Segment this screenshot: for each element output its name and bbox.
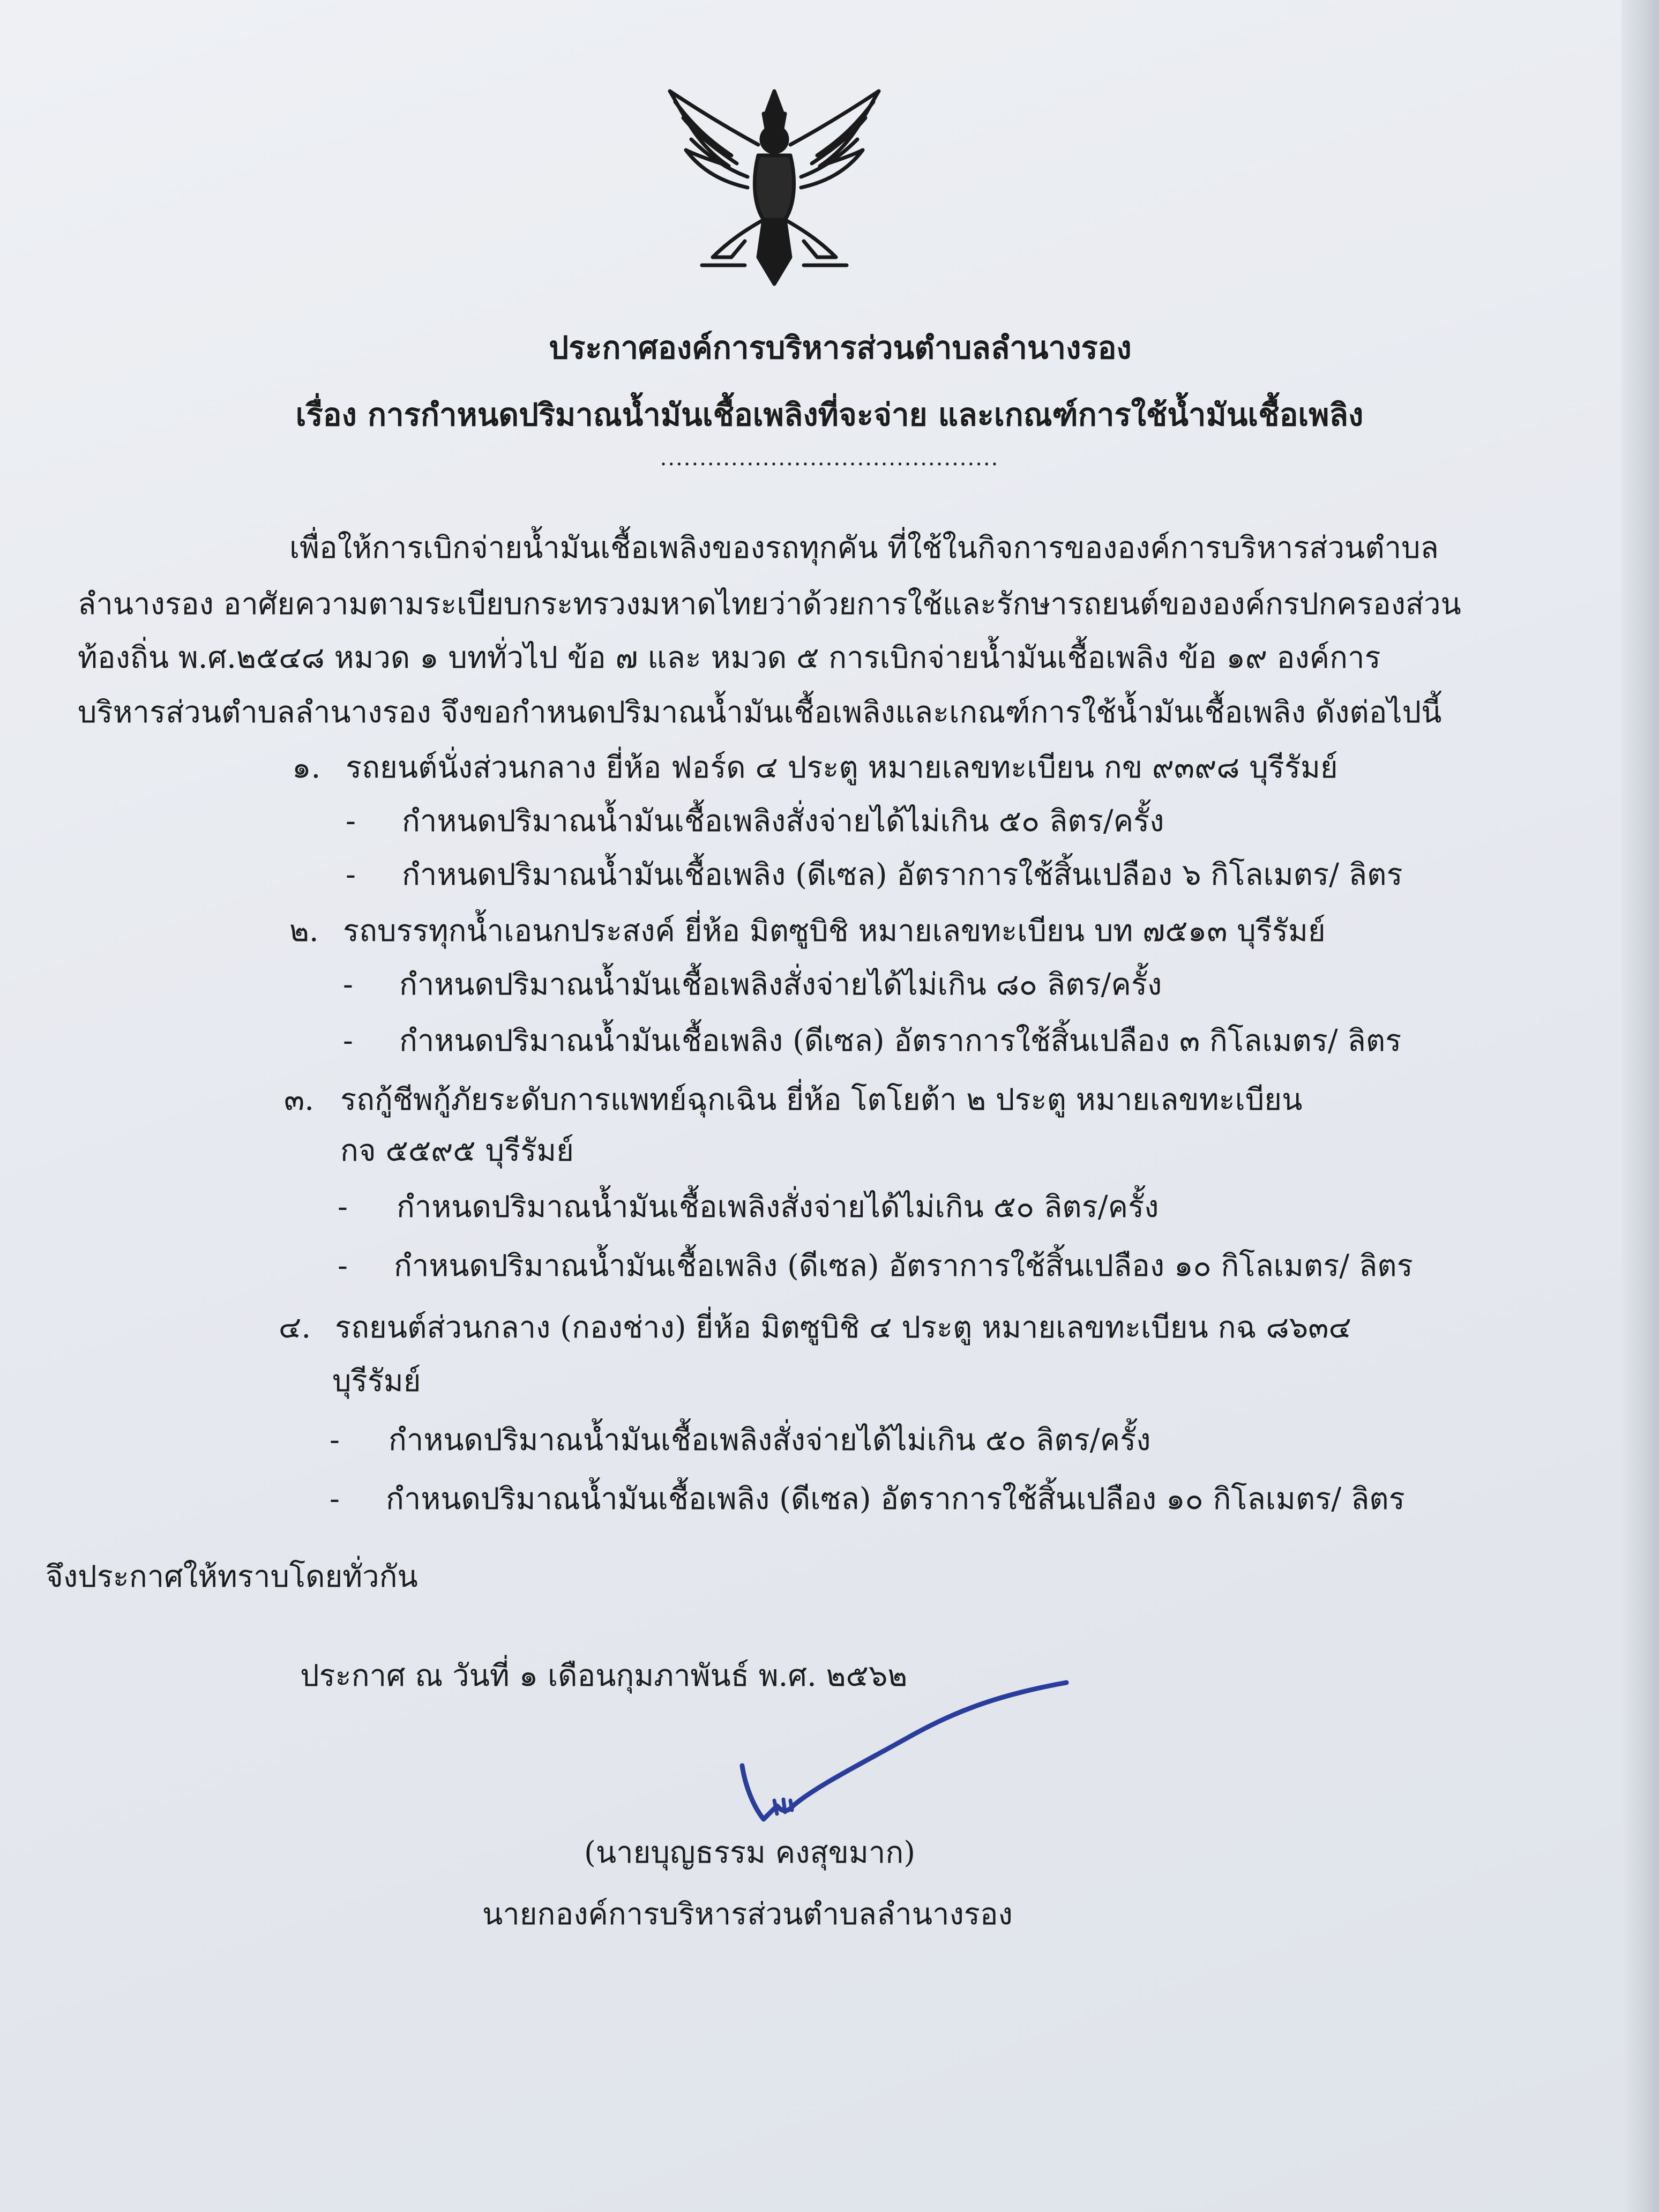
bullet-mark: - — [330, 1482, 340, 1516]
bullet-mark: - — [338, 1249, 348, 1283]
item-bullet: กำหนดปริมาณน้ำมันเชื้อเพลิงสั่งจ่ายได้ไม่เกิน ๕๐ ลิตร/ครั้ง — [397, 1190, 1159, 1224]
item-number: ๓. — [284, 1082, 315, 1117]
item-vehicle-cont: กจ ๕๕๙๕ บุรีรัมย์ — [340, 1133, 574, 1168]
bullet-mark: - — [346, 804, 356, 839]
item-bullet: กำหนดปริมาณน้ำมันเชื้อเพลิงสั่งจ่ายได้ไม่เกิน ๘๐ ลิตร/ครั้ง — [399, 967, 1162, 1002]
announcement-title: ประกาศองค์การบริหารส่วนตำบลลำนางรอง — [549, 330, 1132, 366]
item-vehicle: รถบรรทุกน้ำเอนกประสงค์ ยี่ห้อ มิตซูบิชิ หมายเลขทะเบียน บท ๗๕๑๓ บุรีรัมย์ — [343, 914, 1326, 948]
intro-line: ท้องถิ่น พ.ศ.๒๕๔๘ หมวด ๑ บททั่วไป ข้อ ๗ และ หมวด ๕ การเบิกจ่ายน้ำมันเชื้อเพลิง ข้อ ๑๙ องค์การ — [78, 640, 1381, 675]
item-number: ๔. — [279, 1310, 311, 1345]
bullet-mark: - — [330, 1423, 340, 1458]
item-vehicle: รถยนต์นั่งส่วนกลาง ยี่ห้อ ฟอร์ด ๔ ประตู หมายเลขทะเบียน กข ๙๓๙๘ บุรีรัมย์ — [346, 750, 1338, 785]
bullet-mark: - — [343, 1023, 353, 1058]
item-bullet: กำหนดปริมาณน้ำมันเชื้อเพลิงสั่งจ่ายได้ไม่เกิน ๕๐ ลิตร/ครั้ง — [388, 1423, 1151, 1458]
item-vehicle: รถกู้ชีพกู้ภัยระดับการแพทย์ฉุกเฉิน ยี่ห้อ โตโยต้า ๒ ประตู หมายเลขทะเบียน — [340, 1082, 1303, 1117]
garuda-emblem-icon — [638, 80, 911, 289]
signer-position: นายกองค์การบริหารส่วนตำบลลำนางรอง — [482, 1897, 1013, 1932]
item-bullet: กำหนดปริมาณน้ำมันเชื้อเพลิงสั่งจ่ายได้ไม่เกิน ๕๐ ลิตร/ครั้ง — [402, 804, 1164, 839]
item-bullet: กำหนดปริมาณน้ำมันเชื้อเพลิง (ดีเซล) อัตราการใช้สิ้นเปลือง ๑๐ กิโลเมตร/ ลิตร — [394, 1249, 1413, 1283]
bullet-mark: - — [343, 967, 353, 1002]
intro-line: เพื่อให้การเบิกจ่ายน้ำมันเชื้อเพลิงของรถทุกคัน ที่ใช้ในกิจการขององค์การบริหารส่วนตำบล — [289, 530, 1439, 565]
handwritten-signature — [723, 1672, 1072, 1838]
closing-text: จึงประกาศให้ทราบโดยทั่วกัน — [46, 1559, 418, 1594]
announcement-subject: เรื่อง การกำหนดปริมาณน้ำมันเชื้อเพลิงที่จะจ่าย และเกณฑ์การใช้น้ำมันเชื้อเพลิง — [295, 397, 1364, 433]
item-vehicle-cont: บุรีรัมย์ — [332, 1364, 421, 1399]
signer-name: (นายบุญธรรม คงสุขมาก) — [584, 1835, 916, 1870]
item-bullet: กำหนดปริมาณน้ำมันเชื้อเพลิง (ดีเซล) อัตราการใช้สิ้นเปลือง ๓ กิโลเมตร/ ลิตร — [399, 1023, 1402, 1058]
announcement-date: ประกาศ ณ วันที่ ๑ เดือนกุมภาพันธ์ พ.ศ. ๒๕๖๒ — [300, 1658, 908, 1693]
item-vehicle: รถยนต์ส่วนกลาง (กองช่าง) ยี่ห้อ มิตซูบิชิ ๔ ประตู หมายเลขทะเบียน กฉ ๘๖๓๔ — [335, 1310, 1351, 1345]
intro-line: บริหารส่วนตำบลลำนางรอง จึงขอกำหนดปริมาณน้ำมันเชื้อเพลิงและเกณฑ์การใช้น้ำมันเชื้อเพลิง ดังต่อไปนี้ — [78, 695, 1442, 730]
intro-line: ลำนางรอง อาศัยความตามระเบียบกระทรวงมหาดไทยว่าด้วยการใช้และรักษารถยนต์ขององค์กรปกครองส่วน — [78, 587, 1461, 622]
bullet-mark: - — [346, 857, 356, 892]
item-bullet: กำหนดปริมาณน้ำมันเชื้อเพลิง (ดีเซล) อัตราการใช้สิ้นเปลือง ๖ กิโลเมตร/ ลิตร — [402, 857, 1403, 892]
item-number: ๒. — [289, 914, 319, 948]
item-bullet: กำหนดปริมาณน้ำมันเชื้อเพลิง (ดีเซล) อัตราการใช้สิ้นเปลือง ๑๐ กิโลเมตร/ ลิตร — [386, 1482, 1405, 1516]
header-divider: ........................................... — [660, 446, 999, 470]
item-number: ๑. — [292, 750, 321, 785]
bullet-mark: - — [338, 1190, 348, 1224]
